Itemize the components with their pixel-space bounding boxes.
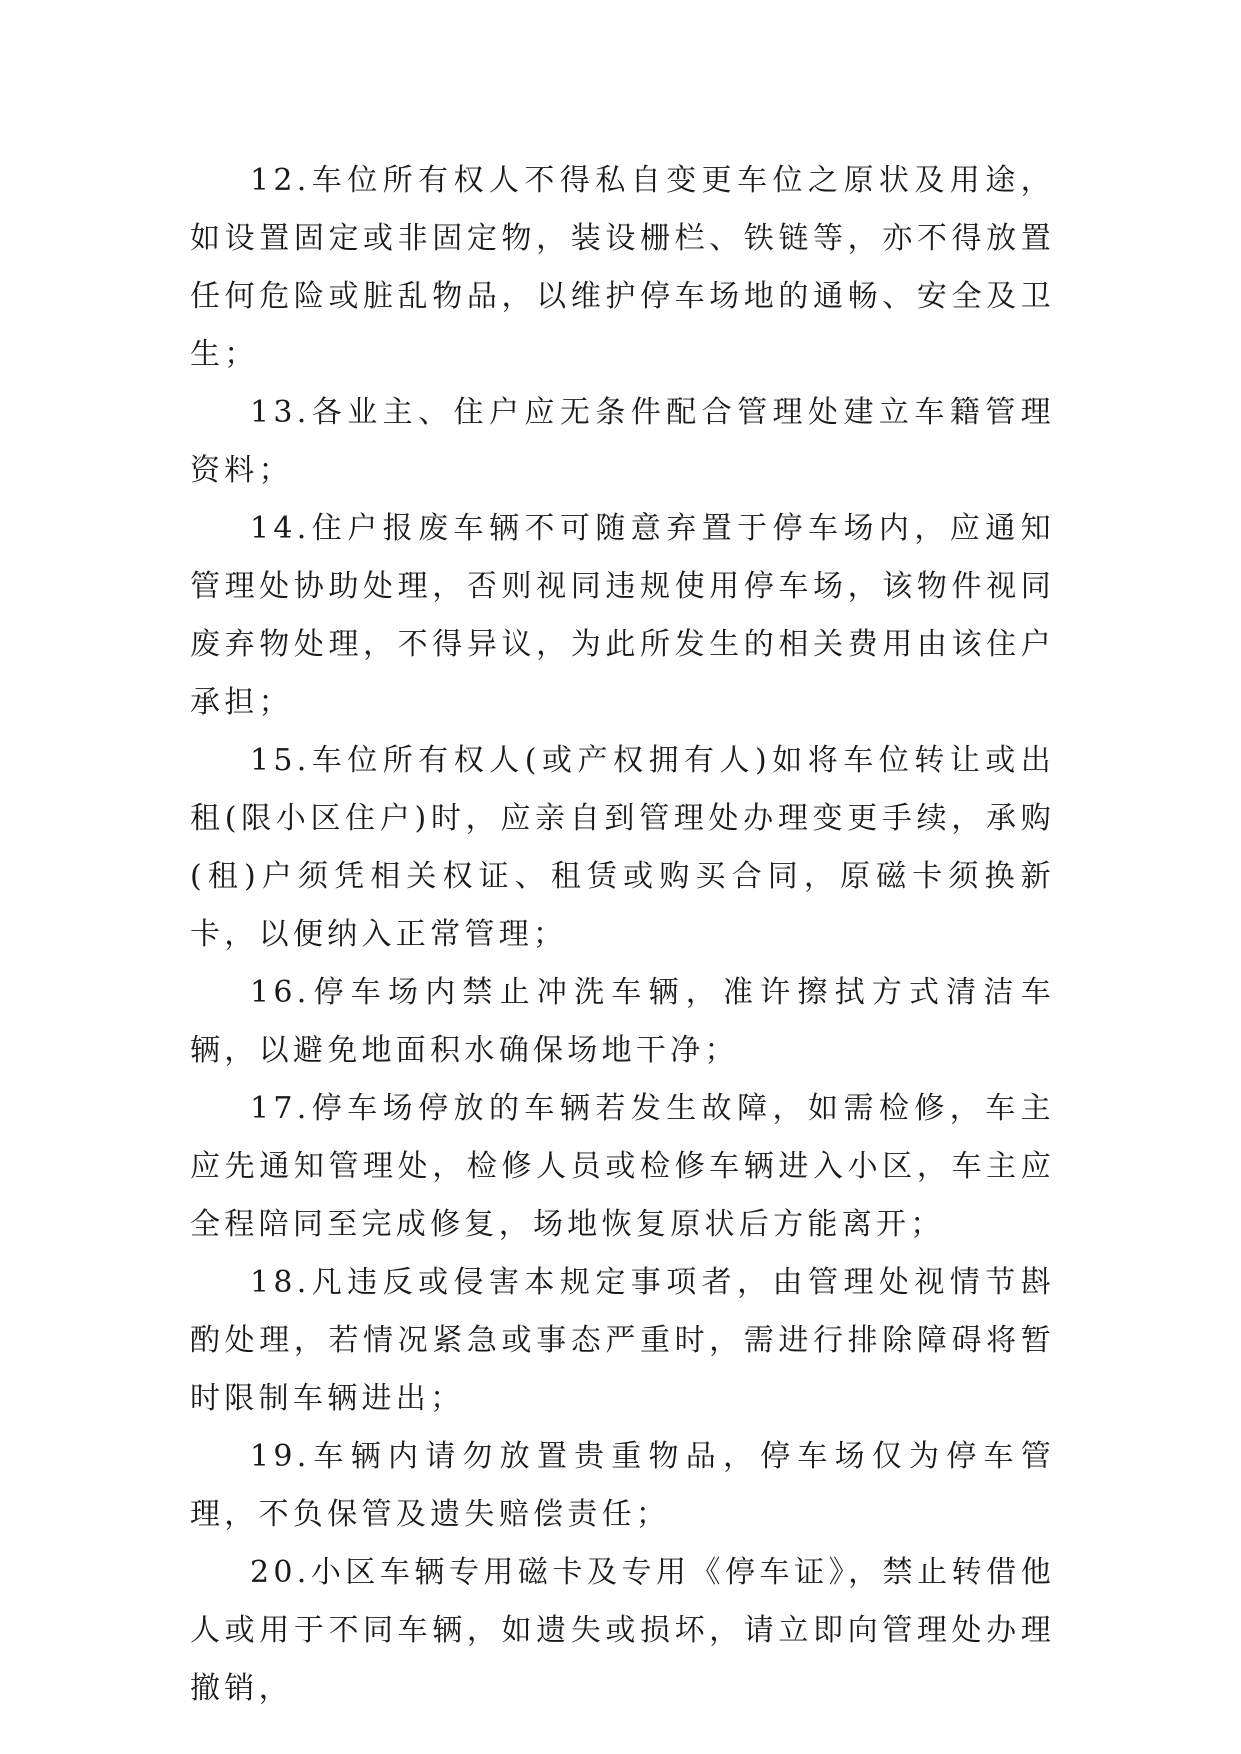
- paragraph-19: 19.车辆内请勿放置贵重物品，停车场仅为停车管理，不负保管及遗失赔偿责任；: [190, 1439, 1055, 1532]
- paragraph-20: 20.小区车辆专用磁卡及专用《停车证》，禁止转借他人或用于不同车辆，如遗失或损坏，请立即向管理处办理撤销，: [190, 1555, 1055, 1706]
- document-body: [190, 152, 1055, 1718]
- paragraph-15: 15.车位所有权人(或产权拥有人)如将车位转让或出租(限小区住户)时，应亲自到管理处办理变更手续，承购(租)户须凭相关权证、租赁或购买合同，原磁卡须换新卡，以便纳入正常管理；: [190, 743, 1055, 952]
- paragraph-17: 17.停车场停放的车辆若发生故障，如需检修，车主应先通知管理处，检修人员或检修车辆进入小区，车主应全程陪同至完成修复，场地恢复原状后方能离开；: [190, 1091, 1055, 1242]
- paragraph-12: 12.车位所有权人不得私自变更车位之原状及用途，如设置固定或非固定物，装设栅栏、铁链等，亦不得放置任何危险或脏乱物品，以维护停车场地的通畅、安全及卫生；: [190, 163, 1055, 372]
- paragraph-13: 13.各业主、住户应无条件配合管理处建立车籍管理资料；: [190, 395, 1055, 488]
- paragraph-14: 14.住户报废车辆不可随意弃置于停车场内，应通知管理处协助处理，否则视同违规使用停车场，该物件视同废弃物处理，不得异议，为此所发生的相关费用由该住户承担；: [190, 511, 1055, 720]
- paragraph-16: 16.停车场内禁止冲洗车辆，准许擦拭方式清洁车辆，以避免地面积水确保场地干净；: [190, 975, 1055, 1068]
- paragraph-18: 18.凡违反或侵害本规定事项者，由管理处视情节斟酌处理，若情况紧急或事态严重时，需进行排除障碍将暂时限制车辆进出；: [190, 1265, 1055, 1416]
